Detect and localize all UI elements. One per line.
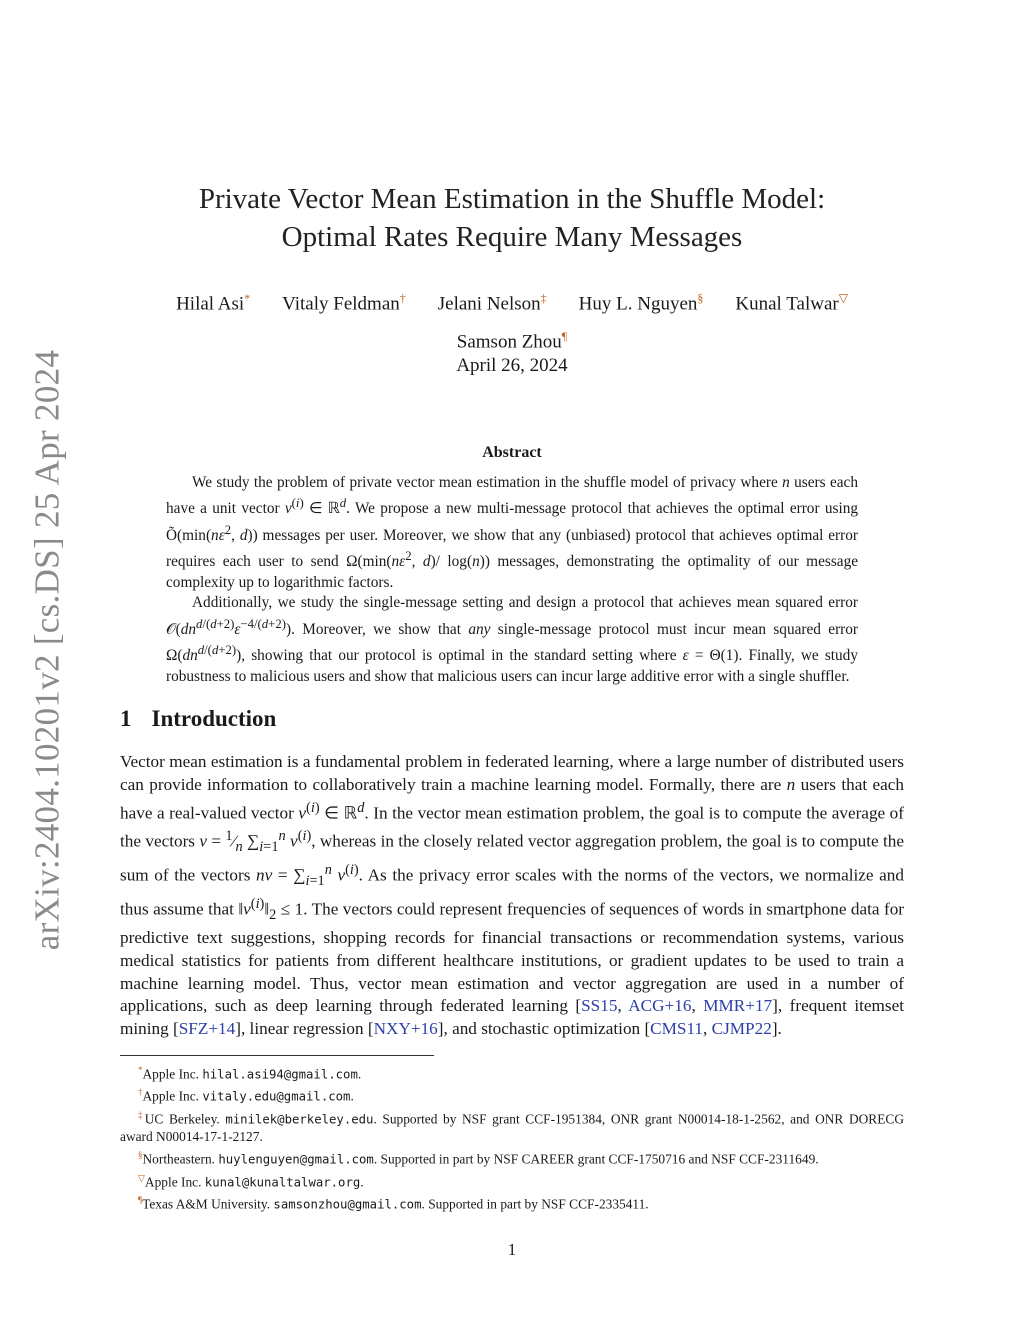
abstract-body: [166, 473, 858, 687]
email-nelson[interactable]: minilek@berkeley.edu: [225, 1112, 374, 1127]
footnote-6: ¶Texas A&M University. samsonzhou@gmail.com. Supported in part by NSF CCF-2335411.: [138, 1195, 649, 1212]
abstract-paragraph-2: Additionally, we study the single-message setting and design a protocol that achieves mean squared error $𝒪(dn^{d/(d+2)}\varepsilon^{-4/(d+2)})$. Moreover, we show that any single-message protocol must incur mean squared error $\Omega(dn^{d/(d+2)})$, showing that our protocol is optimal in the standard setting where ε = Θ(1). Finally, we study robustness to malicious users and show that malicious users can incur large additive error with a single shuffler.: [166, 594, 858, 685]
footnotes: [120, 1061, 904, 1214]
footnote-1: *Apple Inc. hilal.asi94@gmail.com.: [138, 1065, 362, 1082]
author-2: Vitaly Feldman†: [282, 291, 406, 315]
citation-cjmp22[interactable]: CJMP22: [711, 1019, 772, 1039]
paper-date: April 26, 2024: [456, 355, 568, 376]
citation-nxy16[interactable]: NXY+16: [373, 1019, 438, 1039]
author-4: Huy L. Nguyen§: [578, 291, 704, 315]
email-asi[interactable]: hilal.asi94@gmail.com: [202, 1067, 358, 1082]
citation-ss15[interactable]: SS15: [581, 996, 618, 1016]
footnote-divider: [120, 1055, 434, 1056]
citation-mmr17[interactable]: MMR+17: [703, 996, 773, 1016]
section-heading: [120, 706, 276, 732]
arxiv-stamp: arXiv:2404.10201v2 [cs.DS] 25 Apr 2024: [27, 349, 66, 951]
footnote-5: ▽Apple Inc. kunal@kunaltalwar.org.: [138, 1172, 364, 1190]
email-zhou[interactable]: samsonzhou@gmail.com: [273, 1197, 422, 1212]
footnote-2: †Apple Inc. vitaly.edu@gmail.com.: [138, 1087, 354, 1104]
section-title: Introduction: [151, 706, 277, 731]
email-talwar[interactable]: kunal@kunaltalwar.org: [204, 1175, 361, 1190]
author-5: Kunal Talwar▽: [735, 291, 848, 315]
title-line-2: Optimal Rates Require Many Messages: [281, 221, 743, 253]
arxiv-stamp-container: [22, 350, 72, 950]
footnote-3: ‡UC Berkeley. minilek@berkeley.edu. Supported by NSF grant CCF-1951384, ONR grant N00014-18-1-2562, and ONR DORECG award N00014-17-1-2127.: [120, 1109, 905, 1145]
introduction-body: [120, 751, 904, 1041]
citation-acg16[interactable]: ACG+16: [628, 996, 692, 1016]
section-number: 1: [120, 706, 132, 731]
email-nguyen[interactable]: huylenguyen@gmail.com: [218, 1152, 374, 1167]
title-line-1: Private Vector Mean Estimation in the Shuffle Model:: [198, 183, 826, 215]
author-3: Jelani Nelson‡: [437, 291, 547, 315]
citation-cms11[interactable]: CMS11: [650, 1019, 704, 1039]
introduction-paragraph: Vector mean estimation is a fundamental problem in federated learning, where a large number of distributed users can provide information to collaboratively train a machine learning model. Formally, there are n users that each have a real-valued vector $v^{(i)}$ ∈ ℝ$^d$. In the vector mean estimation problem, the goal is to compute the average of the vectors $v = ^1⁄_n$ $\sum_{i=1}^n$ $v^{(i)}$, whereas in the closely related vector aggregation problem, the goal is to compute the sum of the vectors nv = $\sum_{i=1}^n$ $v^{(i)}$. As the privacy error scales with the norms of the vectors, we normalize and thus assume that $‖v^{(i)}‖_2 \le 1$. The vectors could represent frequencies of sequences of words in smartphone data for predictive text suggestions, shopping records for financial transactions or recommendation systems, various medical statistics for patients from different healthcare institutions, or gradient updates to be used to train a machine learning model. Thus, vector mean estimation and vector aggregation are used in a number of applications, such as deep learning through federated learning [SS15, ACG+16, MMR+17], frequent itemset mining [SFZ+14], linear regression [NXY+16], and stochastic optimization [CMS11, CJMP22].: [120, 752, 905, 1039]
abstract-paragraph-1: We study the problem of private vector mean estimation in the shuffle model of privacy where n users each have a unit vector $v^{(i)}$ ∈ ℝ$^d$. We propose a new multi-message protocol that achieves the optimal error using $Õ(\min(n\varepsilon^2$, d)) messages per user. Moreover, we show that any (unbiased) protocol that achieves optimal error requires each user to send $\Omega(\min(n\varepsilon^2$, d)/ log(n)) messages, demonstrating the optimality of our message complexity up to logarithmic factors.: [166, 474, 859, 591]
citation-sfz14[interactable]: SFZ+14: [178, 1019, 236, 1039]
paper-title: [120, 180, 904, 256]
footnote-4: §Northeastern. huylenguyen@gmail.com. Supported in part by NSF CAREER grant CCF-1750716 and NSF CCF-2311649.: [138, 1150, 819, 1167]
email-feldman[interactable]: vitaly.edu@gmail.com: [202, 1089, 351, 1104]
abstract-heading: Abstract: [482, 444, 542, 461]
page-number: 1: [507, 1240, 517, 1259]
author-list: [120, 282, 904, 359]
author-1: Hilal Asi*: [176, 291, 251, 315]
author-6: Samson Zhou¶: [456, 329, 568, 353]
